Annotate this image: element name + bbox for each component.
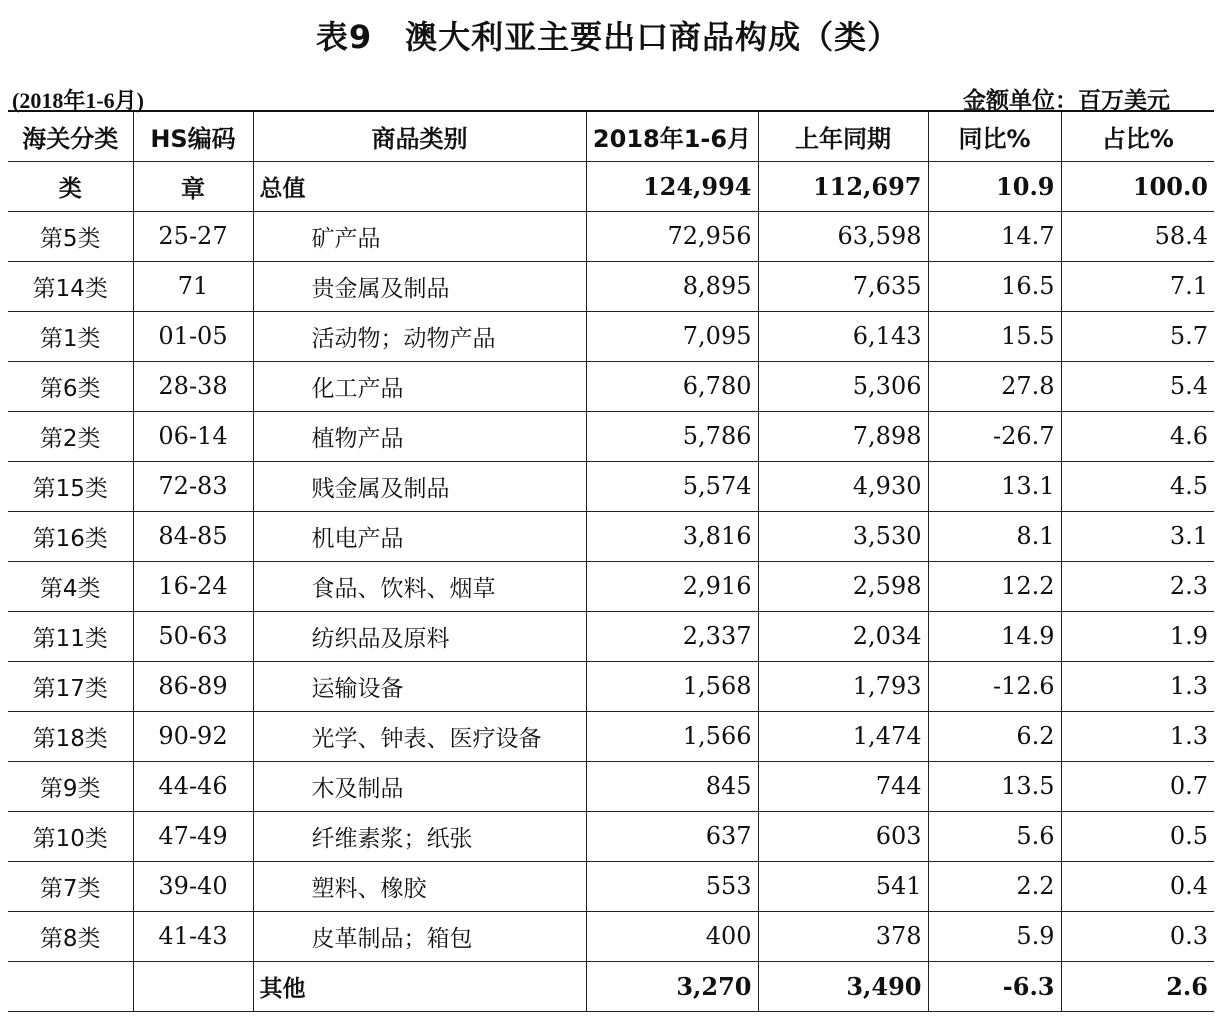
- cell-prior: 7,898: [758, 411, 928, 461]
- cell-prior: 744: [758, 761, 928, 811]
- cell-current: 1,568: [586, 661, 758, 711]
- cell-yoy: 10.9: [928, 161, 1061, 211]
- cell-class: 第1类: [8, 311, 133, 361]
- cell-prior: 1,474: [758, 711, 928, 761]
- cell-name: 木及制品: [253, 761, 586, 811]
- cell-name: 食品、饮料、烟草: [253, 561, 586, 611]
- cell-current: 2,916: [586, 561, 758, 611]
- cell-prior: 3,530: [758, 511, 928, 561]
- cell-prior: 3,490: [758, 961, 928, 1011]
- cell-hs: 50-63: [133, 611, 253, 661]
- header-hs-code: HS编码: [133, 111, 253, 161]
- cell-current: 637: [586, 811, 758, 861]
- unit-label: 金额单位：百万美元: [963, 88, 1170, 114]
- table-row: [8, 211, 1214, 261]
- cell-prior: 112,697: [758, 161, 928, 211]
- cell-current: 400: [586, 911, 758, 961]
- cell-share: 1.3: [1061, 661, 1214, 711]
- cell-class: 第6类: [8, 361, 133, 411]
- cell-hs: 41-43: [133, 911, 253, 961]
- cell-yoy: 14.9: [928, 611, 1061, 661]
- cell-share: 0.4: [1061, 861, 1214, 911]
- cell-prior: 2,034: [758, 611, 928, 661]
- cell-name: 皮革制品；箱包: [253, 911, 586, 961]
- cell-class: 第16类: [8, 511, 133, 561]
- table-row-total: [8, 161, 1214, 211]
- cell-name: 其他: [253, 961, 586, 1011]
- cell-name: 植物产品: [253, 411, 586, 461]
- table-row: [8, 511, 1214, 561]
- cell-hs: 16-24: [133, 561, 253, 611]
- cell-prior: 2,598: [758, 561, 928, 611]
- cell-name: 纺织品及原料: [253, 611, 586, 661]
- cell-yoy: 16.5: [928, 261, 1061, 311]
- table-row-other: [8, 961, 1214, 1011]
- cell-hs: 25-27: [133, 211, 253, 261]
- cell-current: 8,895: [586, 261, 758, 311]
- cell-hs: 71: [133, 261, 253, 311]
- cell-hs: 01-05: [133, 311, 253, 361]
- cell-class: 第5类: [8, 211, 133, 261]
- cell-class: [8, 961, 133, 1011]
- cell-share: 0.7: [1061, 761, 1214, 811]
- cell-current: 5,574: [586, 461, 758, 511]
- cell-share: 0.5: [1061, 811, 1214, 861]
- table-row: [8, 661, 1214, 711]
- table-row: [8, 361, 1214, 411]
- cell-share: 5.7: [1061, 311, 1214, 361]
- cell-class: 类: [8, 161, 133, 211]
- header-current-period: 2018年1-6月: [586, 111, 758, 161]
- cell-yoy: 13.1: [928, 461, 1061, 511]
- cell-current: 3,270: [586, 961, 758, 1011]
- table-row: [8, 811, 1214, 861]
- cell-share: 2.6: [1061, 961, 1214, 1011]
- cell-class: 第11类: [8, 611, 133, 661]
- cell-name: 总值: [253, 161, 586, 211]
- cell-current: 7,095: [586, 311, 758, 361]
- cell-current: 2,337: [586, 611, 758, 661]
- cell-class: 第2类: [8, 411, 133, 461]
- cell-class: 第8类: [8, 911, 133, 961]
- cell-share: 1.9: [1061, 611, 1214, 661]
- cell-hs: 06-14: [133, 411, 253, 461]
- cell-yoy: 14.7: [928, 211, 1061, 261]
- cell-prior: 7,635: [758, 261, 928, 311]
- table-row: [8, 261, 1214, 311]
- cell-current: 553: [586, 861, 758, 911]
- table-row: [8, 411, 1214, 461]
- cell-yoy: 13.5: [928, 761, 1061, 811]
- cell-prior: 603: [758, 811, 928, 861]
- cell-name: 贱金属及制品: [253, 461, 586, 511]
- header-prior-period: 上年同期: [758, 111, 928, 161]
- cell-prior: 5,306: [758, 361, 928, 411]
- cell-class: 第14类: [8, 261, 133, 311]
- cell-share: 1.3: [1061, 711, 1214, 761]
- cell-hs: 90-92: [133, 711, 253, 761]
- cell-share: 58.4: [1061, 211, 1214, 261]
- cell-yoy: 2.2: [928, 861, 1061, 911]
- cell-class: 第7类: [8, 861, 133, 911]
- cell-yoy: 8.1: [928, 511, 1061, 561]
- cell-hs: 39-40: [133, 861, 253, 911]
- header-customs-class: 海关分类: [8, 111, 133, 161]
- cell-name: 塑料、橡胶: [253, 861, 586, 911]
- cell-prior: 378: [758, 911, 928, 961]
- cell-hs: 72-83: [133, 461, 253, 511]
- table-row: [8, 911, 1214, 961]
- cell-current: 845: [586, 761, 758, 811]
- table-row: [8, 611, 1214, 661]
- cell-prior: 6,143: [758, 311, 928, 361]
- header-yoy: 同比%: [928, 111, 1061, 161]
- cell-yoy: 5.6: [928, 811, 1061, 861]
- cell-hs: 84-85: [133, 511, 253, 561]
- table-row: [8, 311, 1214, 361]
- period-label: (2018年1-6月): [12, 88, 144, 113]
- cell-hs: 47-49: [133, 811, 253, 861]
- cell-prior: 1,793: [758, 661, 928, 711]
- cell-hs: 86-89: [133, 661, 253, 711]
- cell-share: 0.3: [1061, 911, 1214, 961]
- cell-class: 第4类: [8, 561, 133, 611]
- cell-class: 第18类: [8, 711, 133, 761]
- cell-share: 4.6: [1061, 411, 1214, 461]
- cell-prior: 541: [758, 861, 928, 911]
- cell-name: 贵金属及制品: [253, 261, 586, 311]
- cell-share: 7.1: [1061, 261, 1214, 311]
- cell-class: 第15类: [8, 461, 133, 511]
- cell-current: 1,566: [586, 711, 758, 761]
- cell-name: 矿产品: [253, 211, 586, 261]
- cell-name: 化工产品: [253, 361, 586, 411]
- cell-yoy: 15.5: [928, 311, 1061, 361]
- table-row: [8, 561, 1214, 611]
- cell-yoy: 6.2: [928, 711, 1061, 761]
- cell-yoy: -12.6: [928, 661, 1061, 711]
- cell-yoy: 5.9: [928, 911, 1061, 961]
- cell-current: 124,994: [586, 161, 758, 211]
- page-title: 表9 澳大利亚主要出口商品构成（类）: [315, 18, 901, 56]
- cell-share: 100.0: [1061, 161, 1214, 211]
- header-category: 商品类别: [253, 111, 586, 161]
- cell-yoy: -26.7: [928, 411, 1061, 461]
- cell-name: 机电产品: [253, 511, 586, 561]
- table-row: [8, 761, 1214, 811]
- cell-share: 4.5: [1061, 461, 1214, 511]
- cell-hs: 44-46: [133, 761, 253, 811]
- cell-current: 3,816: [586, 511, 758, 561]
- cell-share: 2.3: [1061, 561, 1214, 611]
- cell-hs: 章: [133, 161, 253, 211]
- cell-yoy: -6.3: [928, 961, 1061, 1011]
- cell-hs: 28-38: [133, 361, 253, 411]
- cell-share: 5.4: [1061, 361, 1214, 411]
- table-row: [8, 461, 1214, 511]
- cell-share: 3.1: [1061, 511, 1214, 561]
- cell-class: 第10类: [8, 811, 133, 861]
- cell-class: 第9类: [8, 761, 133, 811]
- cell-name: 运输设备: [253, 661, 586, 711]
- cell-name: 活动物；动物产品: [253, 311, 586, 361]
- cell-prior: 63,598: [758, 211, 928, 261]
- table-header-row: [8, 111, 1214, 161]
- cell-hs: [133, 961, 253, 1011]
- export-table: [8, 110, 1214, 1012]
- table-row: [8, 861, 1214, 911]
- table-row: [8, 711, 1214, 761]
- cell-current: 6,780: [586, 361, 758, 411]
- cell-name: 纤维素浆；纸张: [253, 811, 586, 861]
- cell-current: 72,956: [586, 211, 758, 261]
- cell-yoy: 12.2: [928, 561, 1061, 611]
- cell-current: 5,786: [586, 411, 758, 461]
- cell-class: 第17类: [8, 661, 133, 711]
- cell-name: 光学、钟表、医疗设备: [253, 711, 586, 761]
- cell-yoy: 27.8: [928, 361, 1061, 411]
- cell-prior: 4,930: [758, 461, 928, 511]
- header-share: 占比%: [1061, 111, 1214, 161]
